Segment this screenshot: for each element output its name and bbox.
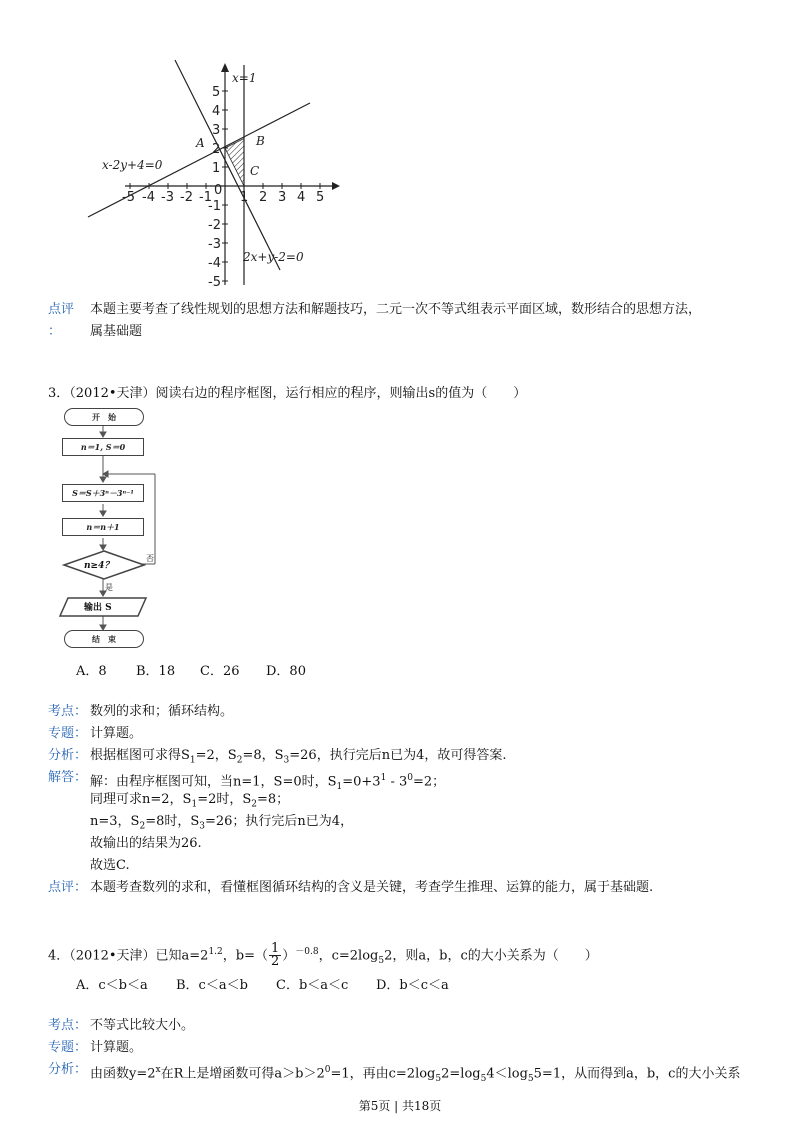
x-tick-label: -4 [142,190,155,205]
flowchart-update: S＝S＋3ⁿ－3ⁿ⁻¹ [62,484,144,502]
linear-programming-graph [80,55,350,290]
fraction-one-half: $\frac{1}{2}$ [270,941,280,970]
q4-fenxi-label: 分析： [48,1062,88,1077]
flowchart-no-label: 否 [146,554,154,563]
q3-option-d: D．80 [266,664,306,679]
y-tick-label: 4 [212,104,221,119]
q3-jieda-4: 故输出的结果为26. [90,836,202,851]
flowchart-increment: n＝n＋1 [62,518,144,536]
flowchart-yes-label: 是 [105,583,113,592]
q3-stem: 3．（2012•天津）阅读右边的程序框图，运行相应的程序，则输出s的值为（ ） [48,386,527,401]
q3-option-b: B．18 [136,664,176,679]
x-tick-label: -2 [180,190,193,205]
q3-jieda-1: 解：由程序框图可知，当n=1，S=0时，$S_1=0+3^1 - 3^0=2$； [90,773,446,792]
q3-fenxi-label: 分析： [48,748,88,763]
y-tick-label: -3 [208,237,221,252]
x-tick-label: 2 [259,190,268,205]
page-footer: 第5页 | 共18页 [358,1099,442,1113]
comment-text-1: 本题主要考查了线性规划的思想方法和解题技巧，二元一次不等式组表示平面区域，数形结合的思想方法， [90,302,702,317]
line-label-2: 2x+y-2=0 [243,250,304,264]
q4-option-b: B．c＜a＜b [176,978,248,993]
comment-label: 点评 [48,302,75,317]
q3-dianping: 本题考查数列的求和，看懂框图循环结构的含义是关键，考查学生推理、运算的能力，属于基础题. [90,880,654,895]
x-tick-label: 0 [214,183,223,198]
q3-dianping-label: 点评： [48,880,88,895]
q4-zhuanti: 计算题。 [90,1040,143,1055]
q4-fenxi: 由函数$y=2^x$在R上是增函数可得$a>b>2^0=1$，再由$c=2\log_52=\log_54<\log_55=1$，从而得到a，b，c的大小关系 [90,1065,741,1084]
q4-option-c: C．b＜a＜c [276,978,349,993]
y-tick-label: 5 [212,85,221,100]
x-tick-label: 4 [297,190,306,205]
q4-option-d: D．b＜c＜a [376,978,449,993]
y-tick-label: -4 [208,256,221,271]
q3-jieda-5: 故选C. [90,858,130,873]
q3-kaodian-label: 考点： [48,704,88,719]
x-tick-label: 1 [240,190,249,205]
comment-label-colon: ： [48,324,62,339]
line-label-x1: x=1 [232,71,257,85]
flowchart-output-text: 输出 S [84,603,112,613]
x-tick-label: -3 [161,190,174,205]
q3-option-c: C．26 [200,664,240,679]
y-tick-label: 3 [212,123,221,138]
q3-jieda-3: n=3，$S_2=8$时，$S_3=26$；执行完后n已为4， [90,814,354,832]
q4-zhuanti-label: 专题： [48,1040,88,1055]
q3-zhuanti: 计算题。 [90,726,143,741]
y-tick-label: -5 [208,275,221,290]
x-tick-label: -5 [122,190,135,205]
y-tick-label: 1 [212,161,221,176]
point-label-b: B [256,134,265,148]
q3-jieda-2: 同理可求n=2，$S_1=2$时，$S_2=8$； [90,792,290,810]
q3-zhuanti-label: 专题： [48,726,88,741]
q3-kaodian: 数列的求和；循环结构。 [90,704,234,719]
flowchart-decision-text: n≥4？ [84,561,114,571]
q4-stem: 4．（2012•天津）已知$a=2^{1.2}$，b=（ $\frac{1}{2}$ ）$^{-0.8}$，$c=2\log_52$，则a，b，c的大小关系为（ ） [48,941,598,970]
q4-kaodian-label: 考点： [48,1018,88,1033]
x-tick-label: -1 [199,190,212,205]
q4-kaodian: 不等式比较大小。 [90,1018,195,1033]
y-tick-label: 2 [212,142,221,157]
q4-option-a: A．c＜b＜a [76,978,148,993]
flowchart-end: 结 束 [64,630,144,648]
q3-option-a: A．8 [76,664,107,679]
flowchart-start: 开 始 [64,408,144,426]
y-tick-label: -1 [208,199,221,214]
point-label-a: A [196,136,205,150]
x-tick-label: 3 [278,190,287,205]
x-tick-label: 5 [316,190,325,205]
line-label-1: x-2y+4=0 [102,158,163,172]
q3-fenxi: 根据框图可求得$S_1=2$，$S_2=8$，$S_3=26$，执行完后n已为4，故可得答案. [90,748,507,766]
comment-text-2: 属基础题 [90,324,143,339]
q3-jieda-label: 解答： [48,770,88,785]
y-tick-label: -2 [208,218,221,233]
point-label-c: C [250,164,260,178]
flowchart-init: n＝1, S＝0 [62,438,144,456]
